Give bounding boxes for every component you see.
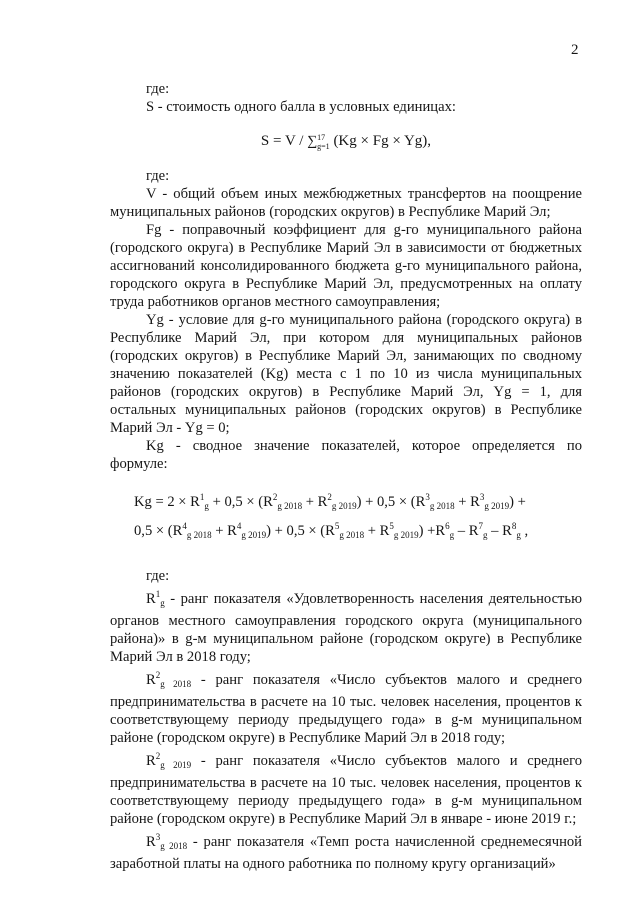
formula-kg-term: + R (364, 523, 390, 539)
rank-sub: g 2018 (160, 841, 188, 851)
formula-kg-term: ) + (509, 494, 526, 510)
formula-s-lhs: S = V / (260, 133, 308, 149)
rank-sub: g 2019 (160, 760, 192, 770)
formula-kg-term: + R (454, 494, 480, 510)
rank-symbol: R (146, 672, 156, 688)
rank-sup: 1 (155, 589, 161, 599)
formula-kg-term: Kg = 2 × R (134, 494, 200, 510)
formula-kg-term: + 0,5 × (R (208, 494, 273, 510)
rank-symbol: R (146, 753, 156, 769)
rank-symbol: R (146, 591, 156, 607)
formula-sup: 4 (236, 521, 242, 531)
formula-sup: 2 (272, 492, 278, 502)
formula-kg-term: + R (211, 523, 237, 539)
formula-kg-line-1 (134, 487, 582, 516)
formula-sub: g 2018 (186, 530, 212, 540)
sum-upper: 17 (317, 132, 326, 142)
paragraph-r2-2018-definition (110, 666, 582, 747)
formula-sub: g (449, 530, 455, 540)
formula-sup: 3 (425, 492, 430, 502)
formula-s (110, 132, 582, 151)
formula-kg-term: – R (487, 523, 512, 539)
formula-sub: g 2018 (339, 530, 365, 540)
formula-kg-term: – R (454, 523, 479, 539)
formula-sub: g 2019 (331, 501, 357, 511)
formula-kg-term: + R (302, 494, 328, 510)
paragraph-s-definition: S - стоимость одного балла в условных единицах: (146, 99, 456, 115)
rank-sup: 2 (155, 751, 161, 761)
formula-kg-term: 0,5 × (R (134, 523, 183, 539)
formula-sub: g 2019 (241, 530, 267, 540)
formula-sup: 5 (389, 521, 394, 531)
formula-sub: g 2018 (277, 501, 303, 511)
paragraph-yg-definition: Yg - условие для g-го муниципального района (городского округа) в Республике Марий Эл, при котором для муниципальных районов (городских округов) в Республике Марий Эл, занимающих по сводному значению показателей (Kg) места с 1 по 10 из числа муниципальных районов (городских округов) в Республике Марий Эл, Yg = 1, для остальных муниципальных районов (городских округов) в Республике Марий Эл - Yg = 0; (110, 312, 582, 436)
formula-sub: g 2019 (393, 530, 419, 540)
rank-sup: 3 (155, 832, 161, 842)
sum-lower: g=1 (317, 141, 330, 151)
formula-kg (134, 487, 582, 545)
formula-sup: 3 (479, 492, 485, 502)
formula-sup: 7 (478, 521, 483, 531)
formula-sup: 6 (445, 521, 450, 531)
paragraph-where-3: где: (146, 568, 170, 584)
rank-sub: g 2018 (160, 679, 192, 689)
rank-text: - ранг показателя «Темп роста начисленной среднемесячной заработной платы на одного работника по полному кругу организаций» (110, 834, 582, 872)
rank-symbol: R (146, 834, 156, 850)
rank-sup: 2 (155, 670, 161, 680)
rank-text: - ранг показателя «Число субъектов малого и среднего предпринимательства в расчете на 10 тыс. человек населения, процентов к соответствующему периоду предыдущего года» в g-м муниципальном районе (городском округе) в Республике Марий Эл в 2018 году; (110, 672, 583, 746)
paragraph-fg-definition: Fg - поправочный коэффициент для g-го муниципального района (городского округа) в Республике Марий Эл в зависимости от бюджетных ассигнований консолидированного бюджета g-го муниципального района, городского округа в Республике Марий Эл, предусмотренных на оплату труда работников органов местного самоуправления; (110, 222, 582, 310)
paragraph-r1-definition (110, 585, 582, 666)
formula-sup: 5 (334, 521, 340, 531)
formula-sub: g 2019 (484, 501, 510, 511)
formula-sub: g (204, 501, 209, 511)
paragraph-r3-definition (110, 828, 582, 873)
formula-sub: g (516, 530, 521, 540)
sum-limits (317, 133, 330, 151)
formula-kg-term: , (520, 523, 529, 539)
paragraph-kg-definition: Kg - сводное значение показателей, которое определяется по формуле: (110, 438, 582, 472)
document-body (110, 80, 582, 873)
formula-kg-line-2 (134, 516, 582, 545)
paragraph-where-2: где: (146, 168, 170, 184)
formula-sup: 2 (327, 492, 332, 502)
formula-kg-term: ) + 0,5 × (R (266, 523, 335, 539)
formula-kg-term: ) +R (418, 523, 446, 539)
formula-sub: g (482, 530, 488, 540)
page-number: 2 (571, 42, 579, 58)
paragraph-v-definition: V - общий объем иных межбюджетных трансфертов на поощрение муниципальных районов (городских округов) в Республике Марий Эл; (110, 186, 582, 220)
formula-sup: 4 (182, 521, 187, 531)
formula-sup: 1 (199, 492, 205, 502)
formula-s-rhs: (Kg × Fg × Yg), (329, 133, 432, 149)
rank-text: - ранг показателя «Удовлетворенность населения деятельностью органов местного самоуправления городского округа (муниципального района)» в g-м муниципальном районе (городском округе) в Республике Марий Эл в 2018 году; (110, 591, 582, 665)
rank-text: - ранг показателя «Число субъектов малого и среднего предпринимательства в расчете на 10 тыс. человек населения, процентов к соответствующему периоду предыдущего года» в g-м муниципальном районе (городском округе) в Республике Марий Эл в январе - июне 2019 г.; (110, 753, 583, 827)
formula-sub: g 2018 (429, 501, 455, 511)
rank-sub: g (160, 598, 165, 608)
formula-kg-term: ) + 0,5 × (R (356, 494, 426, 510)
paragraph-r2-2019-definition (110, 747, 582, 828)
paragraph-where-1: где: (146, 81, 170, 97)
sum-symbol: ∑ (307, 134, 318, 149)
formula-sup: 8 (511, 521, 517, 531)
